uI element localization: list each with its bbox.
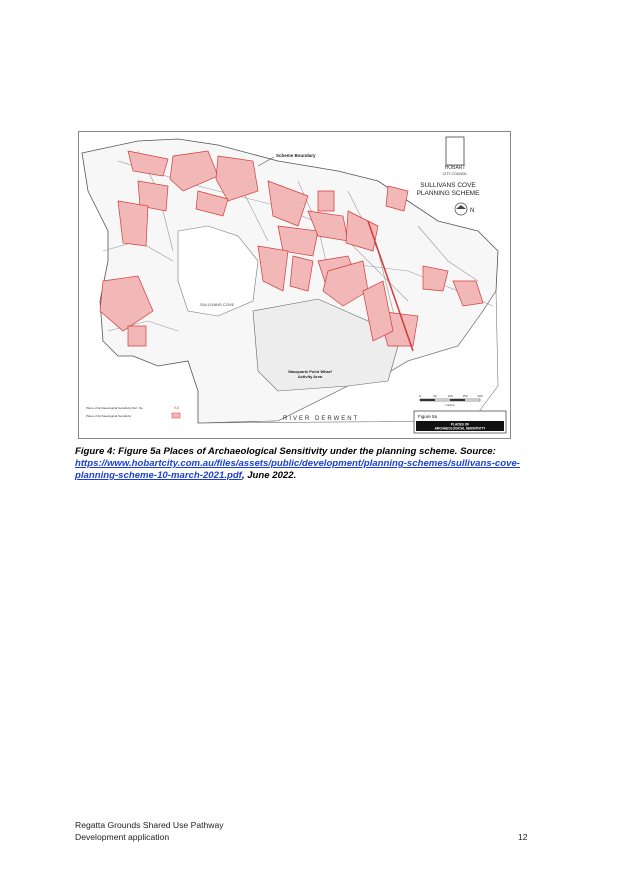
scale-bar (420, 399, 480, 401)
scheme-boundary-label: Scheme Boundary (276, 153, 316, 158)
macquarie-point-label-2: Activity Area (297, 374, 323, 379)
figure-caption (75, 446, 535, 482)
plan-title-line1: SULLIVANS COVE (420, 182, 476, 189)
footer-document-type: Development application (75, 831, 170, 842)
footer (75, 820, 224, 843)
source-link[interactable]: https://www.hobartcity.com.au/files/assets/public/development/planning-schemes/sullivans-cove-planning-scheme-10-march-2021.pdf (75, 458, 520, 481)
figure-title-line2: ARCHAEOLOGICAL SENSITIVITY (434, 426, 486, 431)
caption-text: Figure 4: Figure 5a Places of Archaeological Sensitivity under the planning scheme. Source: (75, 446, 496, 457)
legend-swatch (172, 413, 180, 418)
figure-title-line1: PLACES OF (450, 422, 470, 427)
legend-ref-item: Place of Archaeological Sensitivity Ref. No. (86, 406, 144, 410)
scale-unit: metres (445, 403, 455, 407)
sullivans-cove-map (78, 131, 511, 439)
north-label: N (470, 208, 475, 214)
planning-scheme-map-figure (78, 131, 511, 439)
figure-label: Figure 5a (418, 414, 438, 419)
footer-project-name: Regatta Grounds Shared Use Pathway (75, 820, 224, 830)
caption-date: , June 2022. (241, 470, 297, 481)
river-derwent-label: RIVER DERWENT (283, 416, 360, 422)
council-subtitle: CITY COUNCIL (442, 172, 468, 176)
scale-tick: 50 (433, 394, 437, 398)
council-name: HOBART (444, 165, 466, 171)
page-number: 12 (518, 832, 528, 842)
scale-tick: 0 (419, 394, 421, 398)
scale-tick: 100 (447, 394, 453, 398)
macquarie-point-label-1: Macquarie Point Wharf (288, 369, 332, 374)
scale-tick: 200 (477, 394, 483, 398)
scale-tick: 150 (462, 394, 468, 398)
legend-ref-code: 9-6 (174, 406, 180, 410)
legend-place-item: Place of Archaeological Sensitivity (86, 414, 132, 418)
sullivans-cove-label: SULLIVANS COVE (200, 302, 235, 307)
plan-title-line2: PLANNING SCHEME (416, 190, 480, 197)
